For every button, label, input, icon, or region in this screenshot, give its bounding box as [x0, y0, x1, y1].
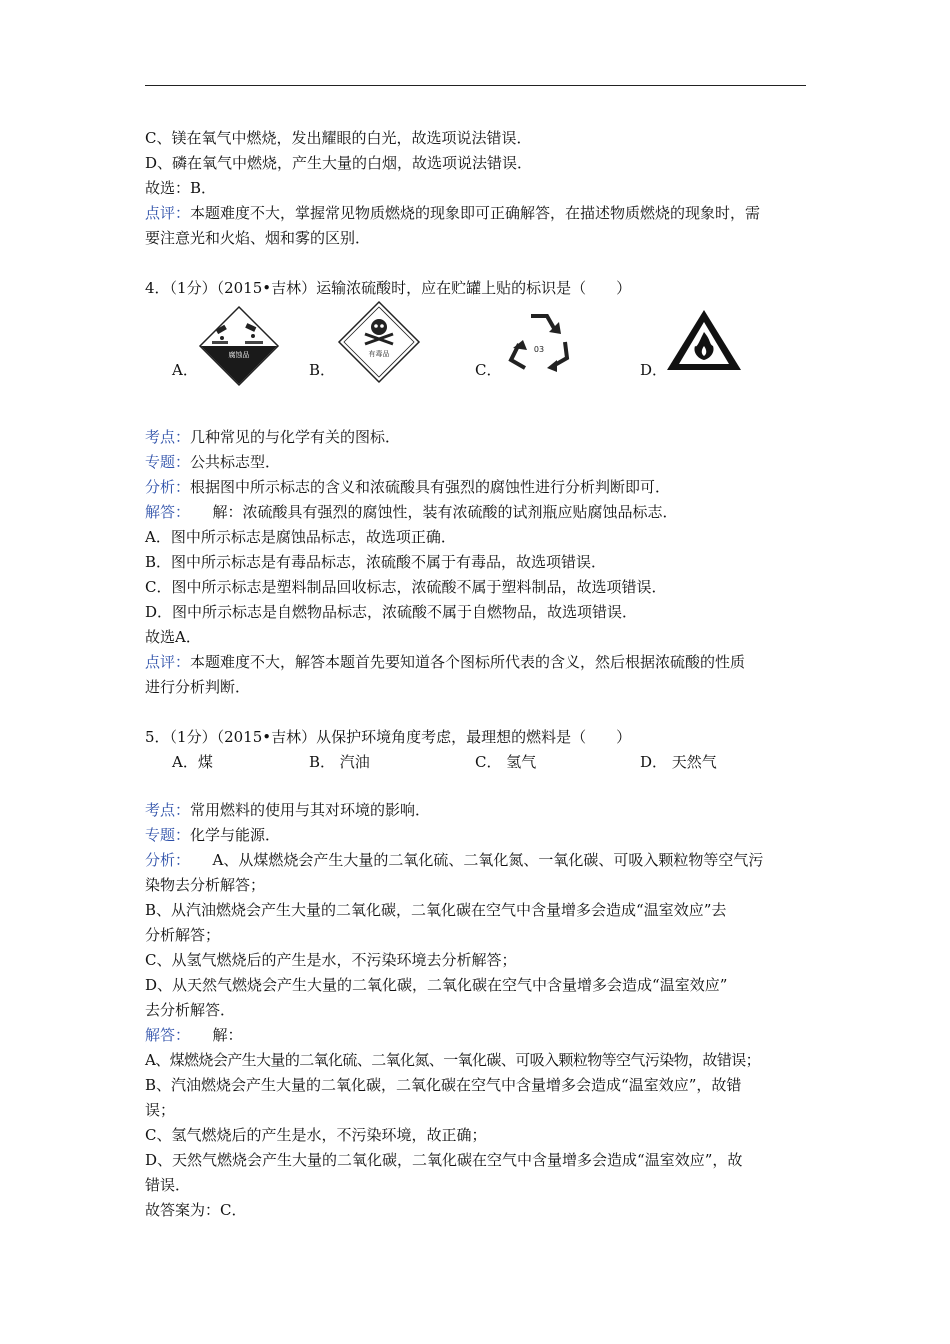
q5-option-a: A．煤	[172, 753, 213, 771]
q5-jieda: 解答： 解：	[145, 1026, 243, 1044]
q4-sol-d: D．图中所示标志是自燃物品标志，浓硫酸不属于自燃物品，故选项错误．	[145, 603, 638, 621]
q4-sol-c: C．图中所示标志是塑料制品回收标志，浓硫酸不属于塑料制品，故选项错误．	[145, 578, 667, 596]
q5-fenxi-3: B、从汽油燃烧会产生大量的二氧化碳，二氧化碳在空气中含量增多会造成“温室效应”去	[145, 901, 727, 919]
q5-fenxi-2: 染物去分析解答；	[145, 876, 266, 894]
q5-fenxi: 分析： A、从煤燃烧会产生大量的二氧化硫、二氧化氮、一氧化碳、可吸入颗粒物等空气污	[145, 851, 764, 869]
q3-option-c-analysis: C、镁在氧气中燃烧，发出耀眼的白光，故选项说法错误．	[145, 129, 532, 147]
q5-sol-4: C、氢气燃烧后的产生是水，不污染环境，故正确；	[145, 1126, 487, 1144]
q5-answer: 故答案为：C．	[145, 1201, 247, 1219]
q4-fenxi: 分析：根据图中所示标志的含义和浓硫酸具有强烈的腐蚀性进行分析判断即可．	[145, 478, 671, 496]
corrosive-icon	[198, 305, 280, 387]
q4-zhuanti: 专题：公共标志型．	[145, 453, 281, 471]
q4-option-a: A．	[172, 361, 198, 379]
q3-comment-cont: 要注意光和火焰、烟和雾的区别．	[145, 229, 371, 247]
q4-option-c: C．	[475, 361, 502, 379]
q4-option-b: B．	[309, 361, 336, 379]
q4-dianping-cont: 进行分析判断．	[145, 678, 251, 696]
toxic-label: 有毒品	[368, 350, 390, 358]
q5-option-b: B． 汽油	[309, 753, 370, 771]
q3-option-d-analysis: D、磷在氧气中燃烧，产生大量的白烟，故选项说法错误．	[145, 154, 533, 172]
q4-dianping: 点评：本题难度不大，解答本题首先要知道各个图标所代表的含义，然后根据浓硫酸的性质	[145, 653, 746, 671]
q4-kaodian: 考点：几种常见的与化学有关的图标．	[145, 428, 401, 446]
q5-option-d: D． 天然气	[640, 753, 717, 771]
flammable-icon	[665, 308, 743, 372]
q5-sol-1: A、煤燃烧会产生大量的二氧化硫、二氧化氮、一氧化碳、可吸入颗粒物等空气污染物，故错误；	[145, 1051, 761, 1069]
q5-sol-3: 误；	[145, 1101, 176, 1119]
q5-sol-5: D、天然气燃烧会产生大量的二氧化碳，二氧化碳在空气中含量增多会造成“温室效应”，故	[145, 1151, 743, 1169]
q5-stem: 5．（1分）（2015•吉林）从保护环境角度考虑，最理想的燃料是（ ）	[145, 728, 632, 746]
q5-sol-6: 错误．	[145, 1176, 191, 1194]
q4-sol-b: B．图中所示标志是有毒品标志，浓硫酸不属于有毒品，故选项错误．	[145, 553, 607, 571]
header-rule	[145, 85, 806, 86]
q4-answer: 故选A．	[145, 628, 201, 646]
q4-jieda: 解答： 解：浓硫酸具有强烈的腐蚀性，装有浓硫酸的试剂瓶应贴腐蚀品标志．	[145, 503, 678, 521]
q4-sol-a: A．图中所示标志是腐蚀品标志，故选项正确．	[145, 528, 456, 546]
recycle-code: 03	[533, 345, 545, 354]
q5-fenxi-7: 去分析解答．	[145, 1001, 236, 1019]
q5-fenxi-4: 分析解答；	[145, 926, 221, 944]
q5-option-c: C． 氢气	[475, 753, 537, 771]
q4-stem: 4．（1分）（2015•吉林）运输浓硫酸时，应在贮罐上贴的标识是（ ）	[145, 279, 632, 297]
comment-label: 点评：	[145, 204, 191, 222]
q3-answer: 故选：B．	[145, 179, 217, 197]
q5-sol-2: B、汽油燃烧会产生大量的二氧化碳，二氧化碳在空气中含量增多会造成“温室效应”，故错	[145, 1076, 742, 1094]
q5-kaodian: 考点：常用燃料的使用与其对环境的影响．	[145, 801, 431, 819]
q3-comment: 点评：本题难度不大，掌握常见物质燃烧的现象即可正确解答，在描述物质燃烧的现象时，需	[145, 204, 761, 222]
toxic-icon	[337, 300, 421, 384]
recycle-icon	[505, 310, 573, 374]
q5-fenxi-6: D、从天然气燃烧会产生大量的二氧化碳，二氧化碳在空气中含量增多会造成“温室效应”	[145, 976, 728, 994]
q5-zhuanti: 专题：化学与能源．	[145, 826, 281, 844]
corrosive-label: 腐蚀品	[228, 351, 250, 359]
q4-option-d: D．	[640, 361, 668, 379]
q5-fenxi-5: C、从氢气燃烧后的产生是水，不污染环境去分析解答；	[145, 951, 517, 969]
